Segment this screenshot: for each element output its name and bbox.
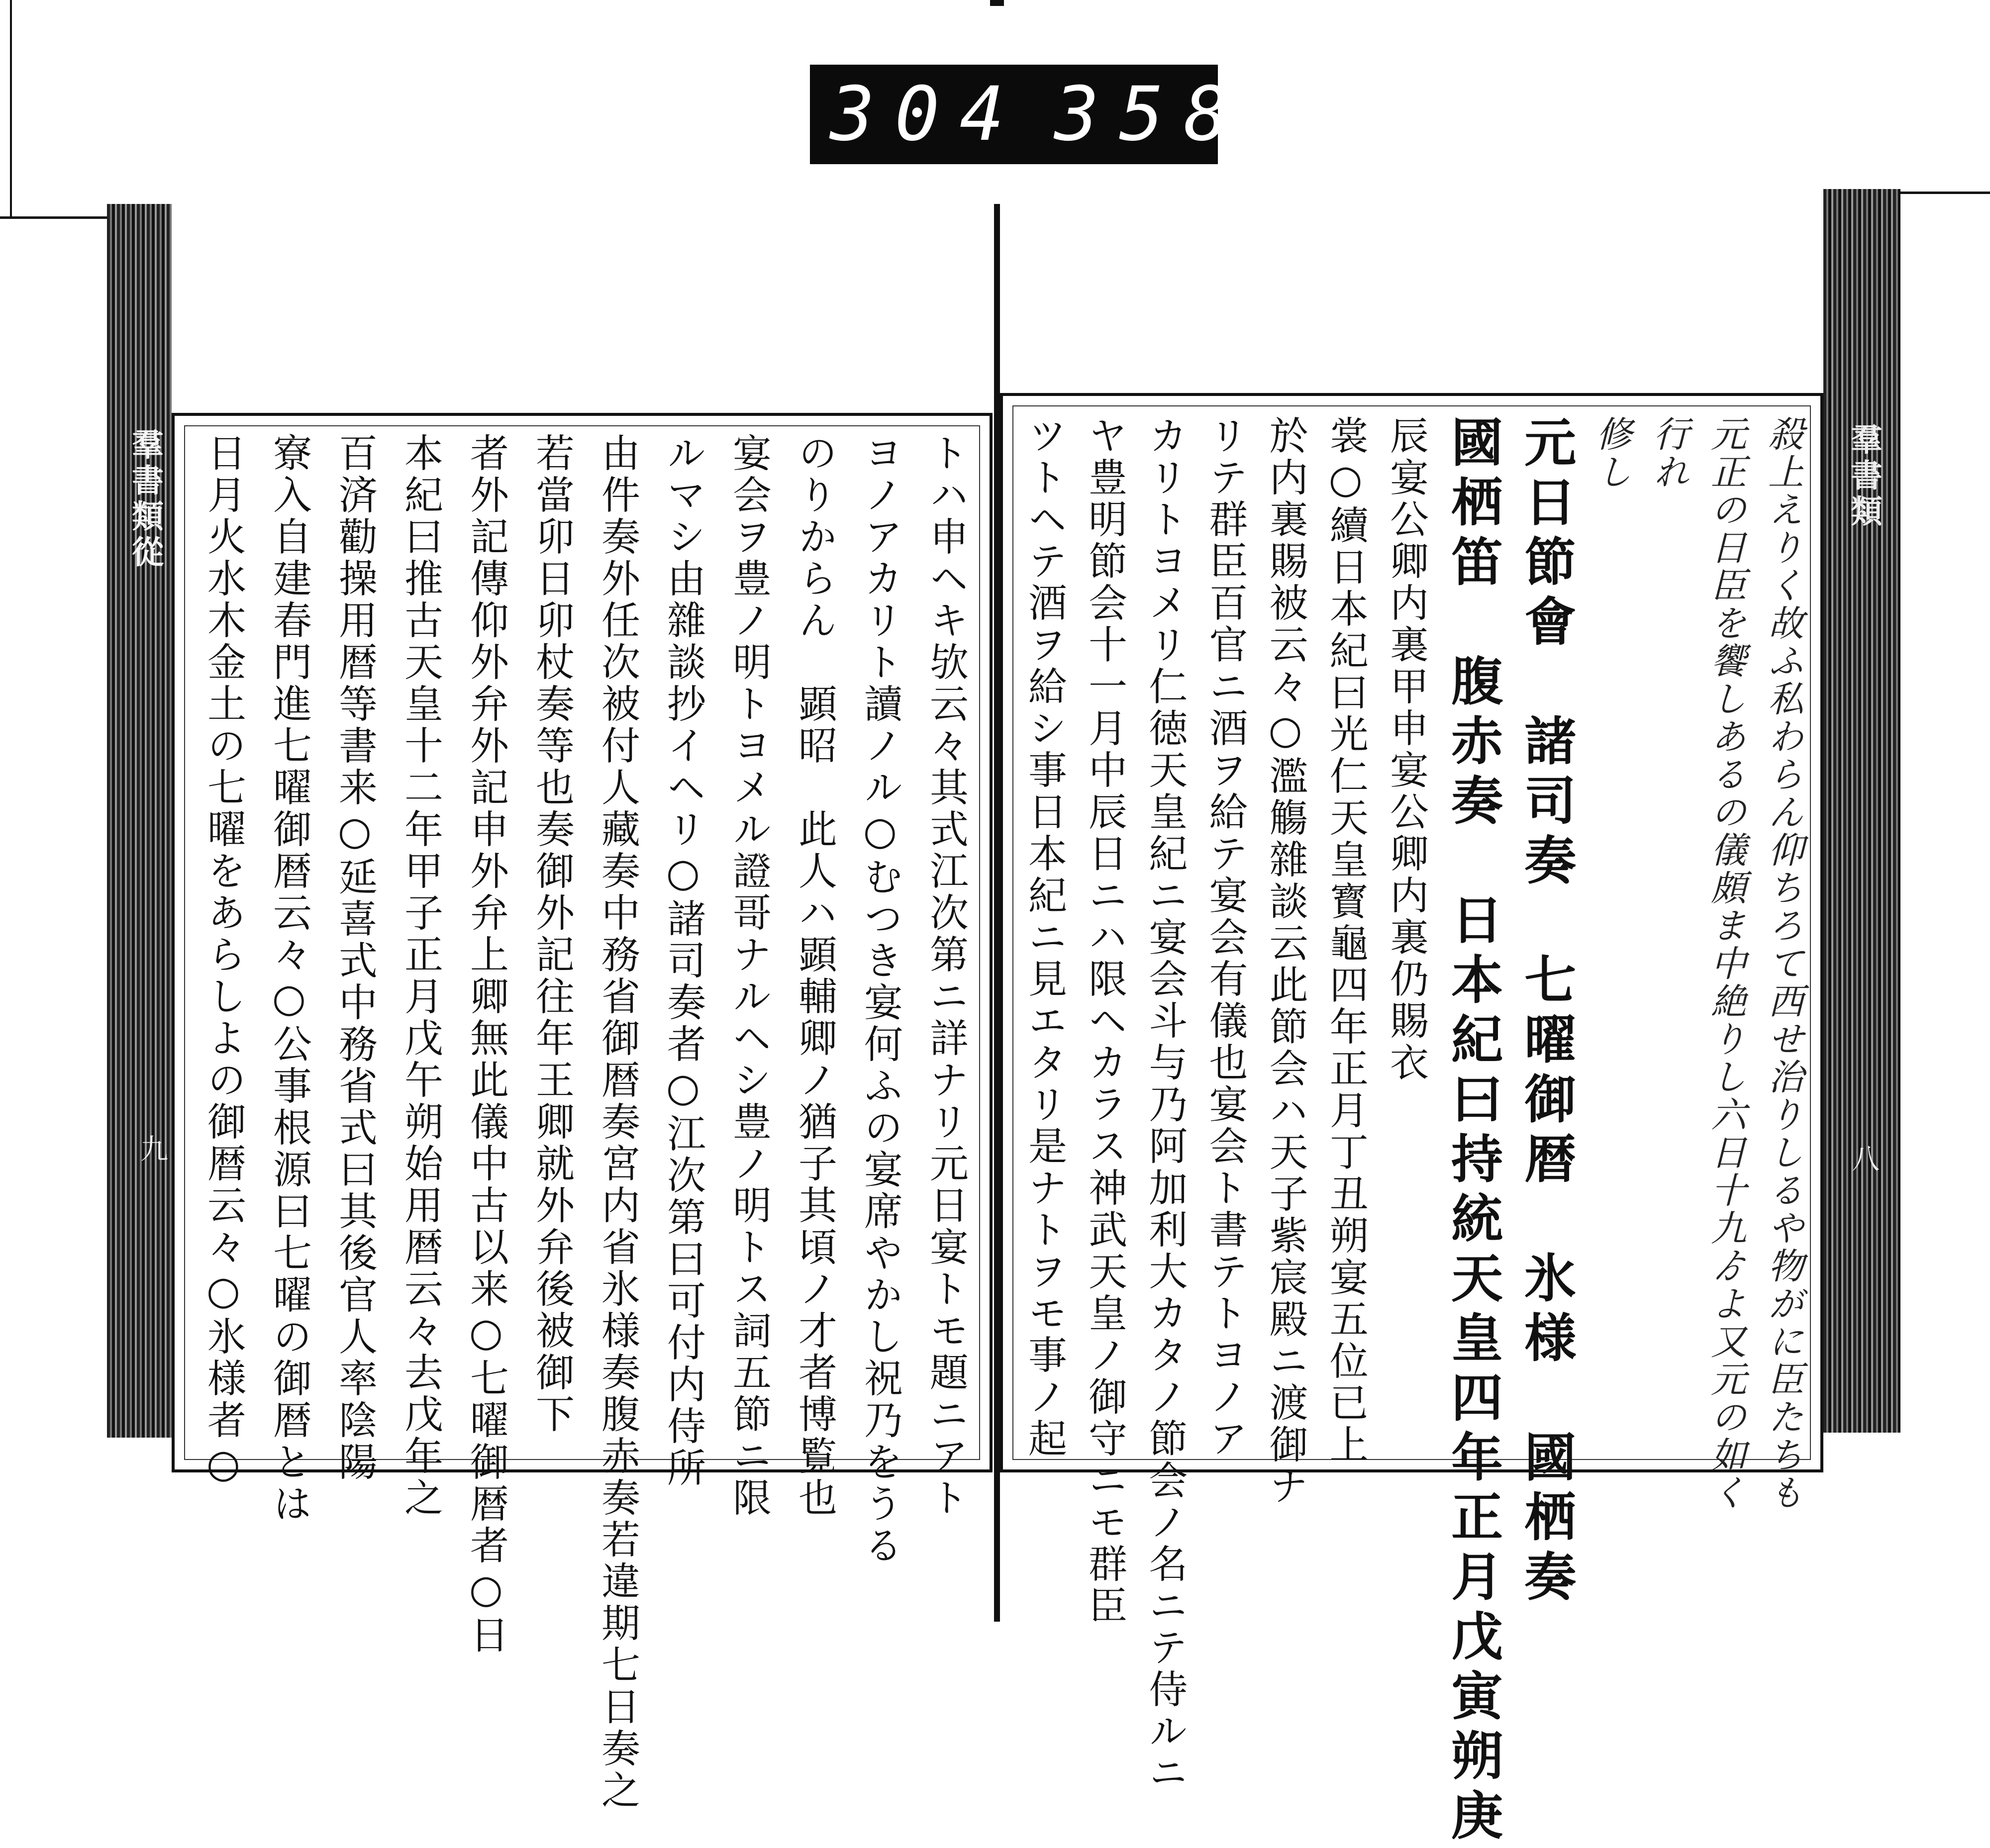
book-spine (994, 204, 1000, 1622)
left-binding-title: 羣書類從 (126, 428, 164, 571)
right-binding-title: 羣書類 (1845, 423, 1883, 530)
left-page-text (201, 433, 968, 1812)
right-page-text-column: 元正の日臣を饗しあるの儀頗ま中絶りし六日十九ゟよ又元の如く (1704, 415, 1747, 1512)
left-page-text-column: ヨノアカリト讀ノル○むつき宴何ふの宴席やかし祝乃をうる (858, 433, 902, 1567)
right-page-text-column: 行れ (1647, 415, 1690, 491)
left-page-text-column: 者外記傳仰外弁外記申外弁上卿無此儀中古以来○七曜御暦者○日 (464, 433, 508, 1656)
left-edge-vertical-rule (10, 0, 12, 219)
left-page-text-column: トハ申ヘキ欤云々其式江次第ニ詳ナリ元日宴トモ題ニアト (923, 433, 968, 1519)
left-page-text-column: 若當卯日卯杖奏等也奏御外記往年王卿就外弁後被御下 (529, 433, 574, 1436)
top-mark (990, 0, 1004, 6)
left-page-text-column: のりからん 顕昭 此人ハ顕輔卿ノ猶子其頃ノ才者博覧也 (792, 433, 837, 1519)
right-binding-page-number: 八 (1847, 1144, 1880, 1172)
right-page-text-column: ヤ豊明節会十一月中辰日ニハ限ヘカラス神武天皇ノ御守ニモ群臣 (1082, 415, 1127, 1627)
right-page-text-column: ツトヘテ酒ヲ給シ事日本紀ニ見エタリ是ナトヲモ事ノ起 (1022, 415, 1067, 1460)
accession-label (810, 65, 1314, 164)
right-page-text-column: 修し (1590, 415, 1632, 491)
right-page-edge (1823, 189, 1900, 1433)
right-page-text-column: 國栖笛 腹赤奏 日本紀曰持統天皇四年正月戊寅朔庚 (1442, 415, 1504, 1848)
right-edge-rule (1900, 192, 1990, 194)
left-page-text-column: 百済勸操用暦等書来○延喜式中務省式曰其後官人率陰陽 (332, 433, 377, 1483)
accession-left-number: 304 (830, 71, 1024, 158)
right-page-text-column: カリトヨメリ仁徳天皇紀ニ宴会斗与乃阿加利大カタノ節会ノ名ニテ侍ルニ (1142, 415, 1188, 1794)
left-page-text-column: 寮入自建春門進七曜御暦云々○公事根源曰七曜の御暦とは (267, 433, 311, 1525)
accession-right-number: 358. (1054, 71, 1314, 158)
left-page-text-column: 由件奏外任次被付人藏奏中務省御暦奏宮内省氷様奏腹赤奏若違期七日奏之 (595, 433, 640, 1812)
right-page-text-column: リテ群臣百官ニ酒ヲ給テ宴会有儀也宴会ト書テトヨノア (1202, 415, 1248, 1460)
left-page-text-column: 日月火水木金土の七曜をあらしよの御暦云々○氷様者○ (201, 433, 246, 1489)
left-edge-rule (0, 216, 107, 219)
left-page-text-column: 宴会ヲ豊ノ明トヨメル證哥ナルヘシ豊ノ明トス詞五節ニ限 (726, 433, 771, 1519)
right-page-text-column: 殺上えりく故ふ私わらん仰ちろて西せ治りしるや物がに臣たちも (1762, 415, 1804, 1512)
left-page-edge (107, 204, 172, 1438)
left-page-text-column: ルマシ由雜談抄イヘリ○諸司奏者○江次第曰可付内侍所 (661, 433, 705, 1489)
right-page-text-column: 裳○續日本紀曰光仁天皇寳龜四年正月丁丑朔宴五位已上 (1323, 415, 1368, 1466)
right-page-text-column: 辰宴公卿内裏甲申宴公卿内裏仍賜衣 (1383, 415, 1428, 1084)
right-page-text-column: 元日節會 諸司奏 七曜御暦 氷様 國栖奏 (1515, 415, 1577, 1609)
right-page-text (1022, 415, 1804, 1848)
left-page-text-column: 本紀曰推古天皇十二年甲子正月戊午朔始用暦云々去戊年之 (398, 433, 443, 1519)
right-page-text-column: 於内裏賜被云々○濫觴雜談云此節会ハ天子紫宸殿ニ渡御ナ (1263, 415, 1308, 1508)
left-binding-page-number: 九 (136, 1134, 168, 1162)
